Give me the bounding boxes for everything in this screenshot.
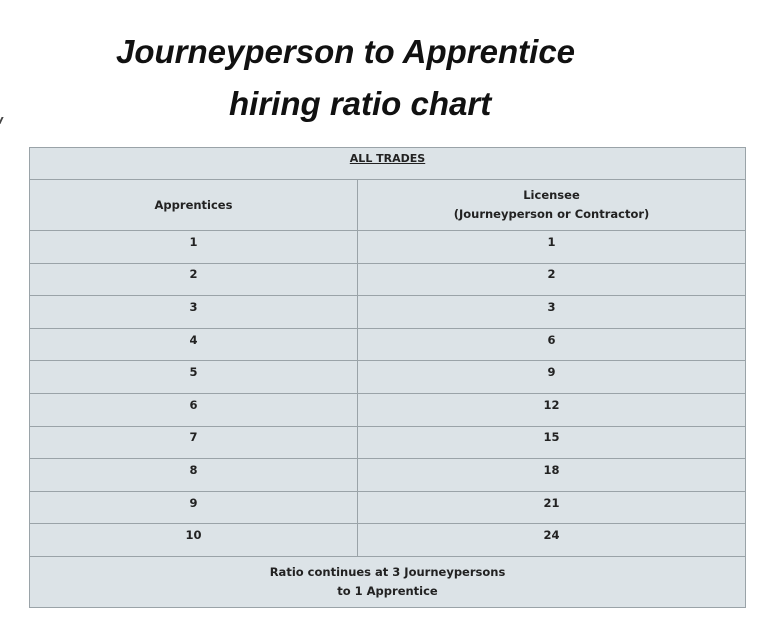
- licensee-value: 24: [543, 528, 560, 543]
- column-header-row: [30, 180, 746, 231]
- licensee-header-line2: (Journeyperson or Contractor): [453, 207, 650, 221]
- licensee-value: 3: [547, 299, 556, 314]
- section-header-cell: [30, 148, 746, 180]
- licensee-cell: [358, 393, 746, 426]
- licensee-header: [358, 180, 746, 231]
- title-line-1: Journeyperson to Apprentice: [116, 33, 576, 70]
- licensee-cell: [358, 524, 746, 557]
- licensee-cell: [358, 296, 746, 329]
- licensee-value: 21: [543, 495, 560, 510]
- apprentices-cell: [30, 426, 358, 459]
- apprentices-cell: [30, 328, 358, 361]
- section-header-row: [30, 148, 746, 180]
- apprentices-value: 4: [189, 332, 198, 347]
- licensee-value: 2: [547, 267, 556, 282]
- licensee-cell: [358, 263, 746, 296]
- licensee-cell: [358, 426, 746, 459]
- licensee-value: 15: [543, 430, 560, 445]
- licensee-header-line1: Licensee: [523, 188, 580, 202]
- licensee-cell: [358, 361, 746, 394]
- apprentices-cell: [30, 361, 358, 394]
- apprentices-value: 3: [189, 299, 198, 314]
- licensee-cell: [358, 459, 746, 492]
- licensee-value: 1: [547, 234, 556, 249]
- apprentices-cell: [30, 296, 358, 329]
- apprentices-cell: [30, 231, 358, 264]
- licensee-value: 9: [547, 365, 556, 380]
- apprentices-value: 7: [189, 430, 198, 445]
- table-row: [30, 426, 746, 459]
- table-row: [30, 263, 746, 296]
- table-row: [30, 459, 746, 492]
- apprentices-value: 8: [189, 462, 198, 477]
- table-row: [30, 296, 746, 329]
- footer-cell: [30, 556, 746, 607]
- apprentices-cell: [30, 459, 358, 492]
- apprentices-cell: [30, 393, 358, 426]
- licensee-value: 18: [543, 462, 560, 477]
- apprentices-value: 6: [189, 397, 198, 412]
- title-line-2: hiring ratio chart: [229, 85, 492, 122]
- licensee-value: 12: [543, 397, 560, 412]
- section-label: ALL TRADES: [349, 151, 426, 165]
- apprentices-value: 9: [189, 495, 198, 510]
- licensee-cell: [358, 328, 746, 361]
- apprentices-cell: [30, 524, 358, 557]
- apprentices-value: 2: [189, 267, 198, 282]
- apprentices-value: 10: [185, 528, 202, 543]
- apprentices-value: 5: [189, 365, 198, 380]
- apprentices-cell: [30, 491, 358, 524]
- apprentices-cell: [30, 263, 358, 296]
- table-row: [30, 491, 746, 524]
- table-row: [30, 524, 746, 557]
- table-row: [30, 328, 746, 361]
- table-row: [30, 361, 746, 394]
- licensee-cell: [358, 491, 746, 524]
- footer-line2: to 1 Apprentice: [337, 583, 438, 598]
- apprentices-header: Apprentices: [30, 180, 358, 231]
- table-row: [30, 393, 746, 426]
- licensee-value: 6: [547, 332, 556, 347]
- footer-line1: Ratio continues at 3 Journeypersons: [269, 564, 506, 579]
- apprentices-value: 1: [189, 234, 198, 249]
- licensee-cell: [358, 231, 746, 264]
- margin-mark: [0, 117, 4, 124]
- ratio-table: [29, 147, 746, 608]
- footer-row: [30, 556, 746, 607]
- table-row: [30, 231, 746, 264]
